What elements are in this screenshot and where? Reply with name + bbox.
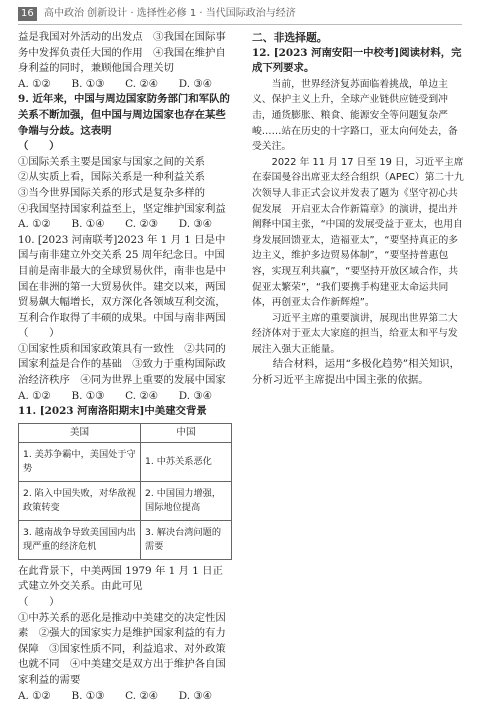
q9-item: ④我国坚持国家利益至上，坚定维护国家利益 <box>18 202 226 215</box>
page-number: 16 <box>18 7 37 21</box>
running-title: 高中政治 创新设计 · 选择性必修 1 · 当代国际政治与经济 <box>44 8 296 19</box>
q11-options: A. ①② B. ①③ C. ②④ D. ③④ <box>18 689 212 702</box>
background-table <box>18 423 232 560</box>
q11-stem: 11. [2023 河南洛阳期末]中美建交背景 <box>18 405 207 418</box>
q12-requirement: 结合材料，运用“多极化趋势”相关知识，分析习近平主席提出中国主张的依据。 <box>252 358 461 387</box>
table-cell: 3. 越南战争导致美国国内出现严重的经济危机 <box>19 520 141 559</box>
q8-options: A. ①② B. ①③ C. ②④ D. ③④ <box>18 77 212 90</box>
table-row <box>19 520 232 559</box>
header-rule <box>18 24 462 25</box>
q8-tail: 益是我国对外活动的出发点 ③我国在国际事务中发挥负责任大国的作用 ④我国在维护自身利益的同时，兼顾他国合理关切 <box>18 31 226 75</box>
q10-options: A. ①② B. ①③ C. ②④ D. ③④ <box>18 389 212 402</box>
q9-options: A. ①② B. ①④ C. ②③ D. ③④ <box>18 218 212 231</box>
table-cell: 1. 美苏争霸中，美国处于守势 <box>19 442 141 481</box>
material-para-2: 2022 年 11 月 17 日至 19 日，习近平主席在泰国曼谷出席亚太经合组织（APEC）第二十九次领导人非正式会议并发表了题为《坚守初心共促发展 开启亚太合作新篇章》的演讲，提出并阐释中国主张，“中国的发展受益于亚太，也用自身发展回馈亚太，造福亚太”，“要坚持真正的多边主义，维护多边贸易体制”，“要坚持普惠包容，实现互利共赢”，“要坚持开放区域合作，共促亚太繁荣”，“我们要携手构建亚太命运共同体，再创亚太合作新辉煌”。 <box>252 156 464 309</box>
q12-stem: 12. [2023 河南安阳一中校考]阅读材料，完成下列要求。 <box>252 46 462 75</box>
q11-after: 在此背景下，中美两国 1979 年 1 月 1 日正式建立外交关系。由此可见 （ ） <box>18 564 223 609</box>
q9-item: ③当今世界国际关系的形式是复杂多样的 <box>18 186 206 199</box>
table-cell: 3. 解决台湾问题的需要 <box>141 520 232 559</box>
table-cell: 2. 中国国力增强，国际地位提高 <box>141 481 232 520</box>
q10-items: ①国家性质和国家政策具有一致性 ②共同的国家利益是合作的基础 ③致力于重构国际政治经济秩序 ④同为世界上重要的发展中国家 <box>18 342 226 387</box>
q9-item: ②从实质上看，国际关系是一种利益关系 <box>18 171 206 184</box>
material-para-3: 习近平主席的重要演讲，展现出世界第二大经济体对于亚太大家庭的担当，给亚太和平与发展注入强大正能量。 <box>252 312 458 355</box>
q11-items: ①中苏关系的恶化是推动中美建交的决定性因素 ②强大的国家实力是维护国家利益的有力保障 ③国家性质不同，利益追求、对外政策也就不同 ④中美建交是双方出于维护各自国家利益的需要 <box>18 611 226 686</box>
right-column <box>252 30 464 389</box>
table-row <box>19 481 232 520</box>
material-para-1: 当前，世界经济复苏面临着挑战，单边主义、保护主义上升，全球产业链供应链受到冲击，通货膨胀、粮食、能源安全等问题复杂严峻……站在历史的十字路口，亚太向何处去，备受关注。 <box>252 78 458 153</box>
table-header-us: 美国 <box>19 423 141 442</box>
section-title: 二、非选择题。 <box>252 31 328 44</box>
table-cell: 1. 中苏关系恶化 <box>141 442 232 481</box>
table-header-cn: 中国 <box>141 423 232 442</box>
left-column <box>18 30 232 704</box>
page-header <box>0 0 480 26</box>
q10-stem: 10. [2023 河南联考]2023 年 1 月 1 日是中国与南非建立外交关系 25 周年纪念日。中国目前是南非最大的全球贸易伙伴，南非也是中国在非洲的第一大贸易伙伴。建交以来，两国贸易飙大幅增长，双方深化各领域互利交流，互利合作取得了丰硕的成果。中国与南非两国（ ） <box>18 233 226 340</box>
table-cell: 2. 陷入中国失败，对华敌视政策转变 <box>19 481 141 520</box>
q9-item: ①国际关系主要是国家与国家之间的关系 <box>18 155 206 168</box>
table-row <box>19 442 232 481</box>
q9-stem: 9. 近年来，中国与周边国家防务部门和军队的关系不断加强，但中国与周边国家也存在某些争端与分歧。这表明 （ ） <box>18 93 230 153</box>
